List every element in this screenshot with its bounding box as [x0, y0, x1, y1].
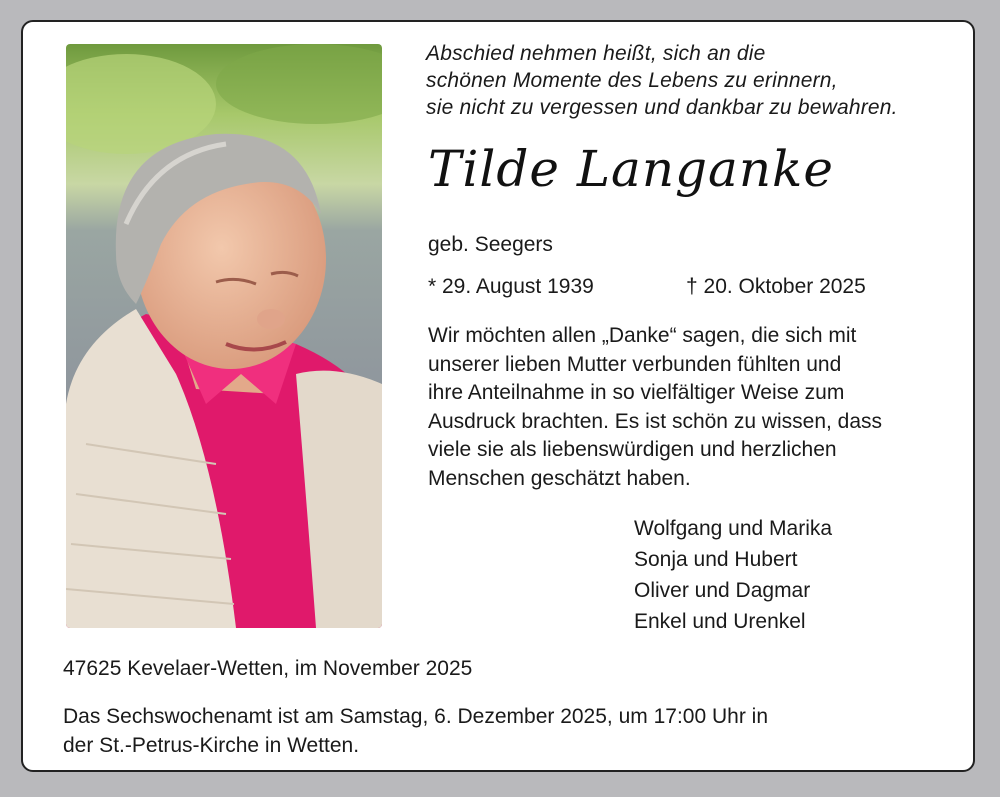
place-date: 47625 Kevelaer-Wetten, im November 2025	[63, 657, 473, 680]
family-signatures	[634, 513, 832, 637]
quote-line: sie nicht zu vergessen und dankbar zu bewahren.	[426, 96, 898, 119]
notice-line: der St.-Petrus-Kirche in Wetten.	[63, 734, 360, 757]
message-line: Ausdruck brachten. Es ist schön zu wissen, dass	[428, 409, 883, 433]
quote-line: Abschied nehmen heißt, sich an die	[426, 42, 766, 65]
message-line: Menschen geschätzt haben.	[428, 466, 691, 490]
message-line: Wir möchten allen „Danke“ sagen, die sich mit	[428, 324, 857, 347]
message-line: ihre Anteilnahme in so vielfältiger Weise zum	[428, 381, 845, 405]
deceased-name: Tilde Langanke	[428, 140, 834, 198]
service-notice	[63, 702, 937, 760]
portrait-photo	[66, 44, 382, 628]
life-dates	[428, 275, 866, 299]
death-date: † 20. Oktober 2025	[686, 275, 866, 298]
notice-line: Das Sechswochenamt ist am Samstag, 6. Dezember 2025, um 17:00 Uhr in	[63, 705, 768, 728]
family-member: Oliver und Dagmar	[634, 579, 811, 602]
birth-name: geb. Seegers	[428, 233, 553, 256]
thank-you-message	[428, 322, 936, 494]
family-member: Sonja und Hubert	[634, 548, 798, 571]
birth-date: * 29. August 1939	[428, 275, 594, 298]
memorial-quote	[426, 40, 898, 121]
family-member: Wolfgang und Marika	[634, 517, 833, 540]
message-line: unserer lieben Mutter verbunden fühlten und	[428, 352, 842, 376]
message-line: viele sie als liebenswürdigen und herzlichen	[428, 438, 837, 462]
family-member: Enkel und Urenkel	[634, 610, 806, 633]
quote-line: schönen Momente des Lebens zu erinnern,	[426, 69, 838, 92]
